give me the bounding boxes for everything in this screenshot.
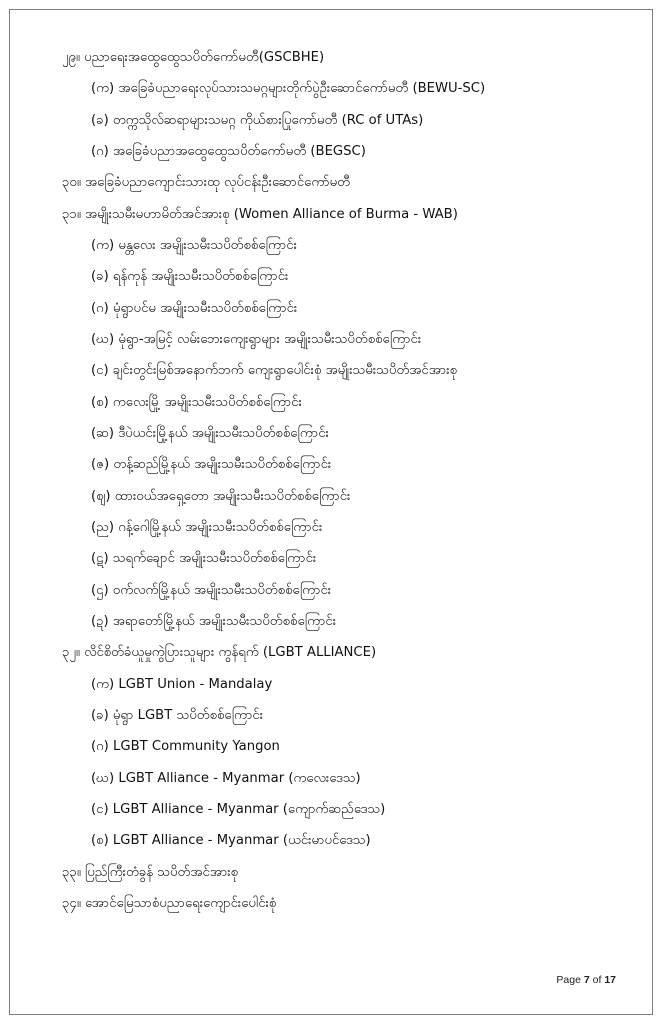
list-item: (ည) ဂန့်ဂေါမြို့နယ် အမျိုးသမီးသပိတ်စစ်ကြောင်း	[91, 519, 323, 535]
list-item: (ဋ) သရက်ချောင် အမျိုးသမီးသပိတ်စစ်ကြောင်း	[91, 551, 317, 567]
page-number-footer	[556, 974, 616, 986]
list-item: (ဌ) ဝက်လက်မြို့နယ် အမျိုးသမီးသပိတ်စစ်ကြောင်း	[91, 582, 332, 598]
list-item: (ခ) ရန်ကုန် အမျိုးသမီးသပိတ်စစ်ကြောင်း	[91, 269, 289, 285]
list-item: (ဆ) ဒီပဲယင်းမြို့နယ် အမျိုးသမီးသပိတ်စစ်ကြောင်း	[91, 425, 329, 441]
list-item: (ဇ) တန့်ဆည်မြို့နယ် အမျိုးသမီးသပိတ်စစ်ကြောင်း	[91, 457, 332, 473]
footer-total-pages: 17	[604, 974, 616, 986]
list-item: ၂၉။ ပညာရေးအထွေထွေသပိတ်ကော်မတီ(GSCBHE)	[62, 50, 325, 65]
list-item: (က) LGBT Union - Mandalay	[91, 676, 273, 692]
footer-current-page: 7	[583, 974, 590, 986]
list-item: ၃၀။ အခြေခံပညာကျောင်းသားထု လုပ်ငန်းဦးဆောင်ကော်မတီ	[62, 175, 351, 191]
list-item: (ဂ) မုံရွာပင်မ အမျိုးသမီးသပိတ်စစ်ကြောင်း	[91, 300, 298, 316]
list-item: (င) ချင်းတွင်းမြစ်အနောက်ဘက် ကျေးရွာပေါင်းစုံ အမျိုးသမီးသပိတ်အင်အားစု	[91, 363, 457, 379]
list-item: (ဂ) အခြေခံပညာအထွေထွေသပိတ်ကော်မတီ (BEGSC)	[91, 143, 366, 159]
list-item: (ဃ) LGBT Alliance - Myanmar (ကလေးဒေသ)	[91, 770, 361, 786]
footer-prefix: Page	[556, 974, 584, 986]
list-item: (က) အခြေခံပညာရေးလုပ်သားသမဂ္ဂများတိုက်ပွဲဦးဆောင်ကော်မတီ (BEWU-SC)	[91, 81, 486, 97]
list-item: (ဍ) အရာတော်မြို့နယ် အမျိုးသမီးသပိတ်စစ်ကြောင်း	[91, 613, 337, 629]
footer-middle: of	[589, 974, 605, 986]
list-item: ၃၄။ အောင်မြေသာစံပညာရေးကျောင်းပေါင်းစုံ	[62, 895, 277, 911]
list-item: (စ) LGBT Alliance - Myanmar (ယင်းမာပင်ဒေသ)	[91, 833, 371, 849]
list-item: ၃၁။ အမျိုးသမီးမဟာမိတ်အင်အားစု (Women Alliance of Burma - WAB)	[62, 206, 458, 222]
list-item: (စ) ကလေးမြို့ အမျိုးသမီးသပိတ်စစ်ကြောင်း	[91, 394, 302, 410]
list-item: (က) မန္တလေး အမျိုးသမီးသပိတ်စစ်ကြောင်း	[91, 237, 297, 253]
list-item: ၃၃။ ပြည်ကြီးတံခွန် သပိတ်အင်အားစု	[62, 864, 239, 880]
document-body	[62, 48, 616, 964]
list-item: (ခ) တက္ကသိုလ်ဆရာများသမဂ္ဂ ကိုယ်စားပြုကော်မတီ (RC of UTAs)	[91, 112, 424, 128]
list-item: (ဃ) မုံရွာ-အမြင့် လမ်းဘေးကျေးရွာများ အမျိုးသမီးသပိတ်စစ်ကြောင်း	[91, 331, 422, 347]
list-item: ၃၂။ လိင်စိတ်ခံယူမှုကွဲပြားသူများ ကွန်ရက် (LGBT ALLIANCE)	[62, 645, 377, 661]
list-item: (ဈ) ထားဝယ်အရှေ့တော အမျိုးသမီးသပိတ်စစ်ကြောင်း	[91, 488, 351, 504]
list-item: (ခ) မုံရွာ LGBT သပိတ်စစ်ကြောင်း	[91, 707, 264, 723]
list-item: (ဂ) LGBT Community Yangon	[91, 739, 280, 755]
list-item: (င) LGBT Alliance - Myanmar (ကျောက်ဆည်ဒေသ)	[91, 801, 386, 817]
